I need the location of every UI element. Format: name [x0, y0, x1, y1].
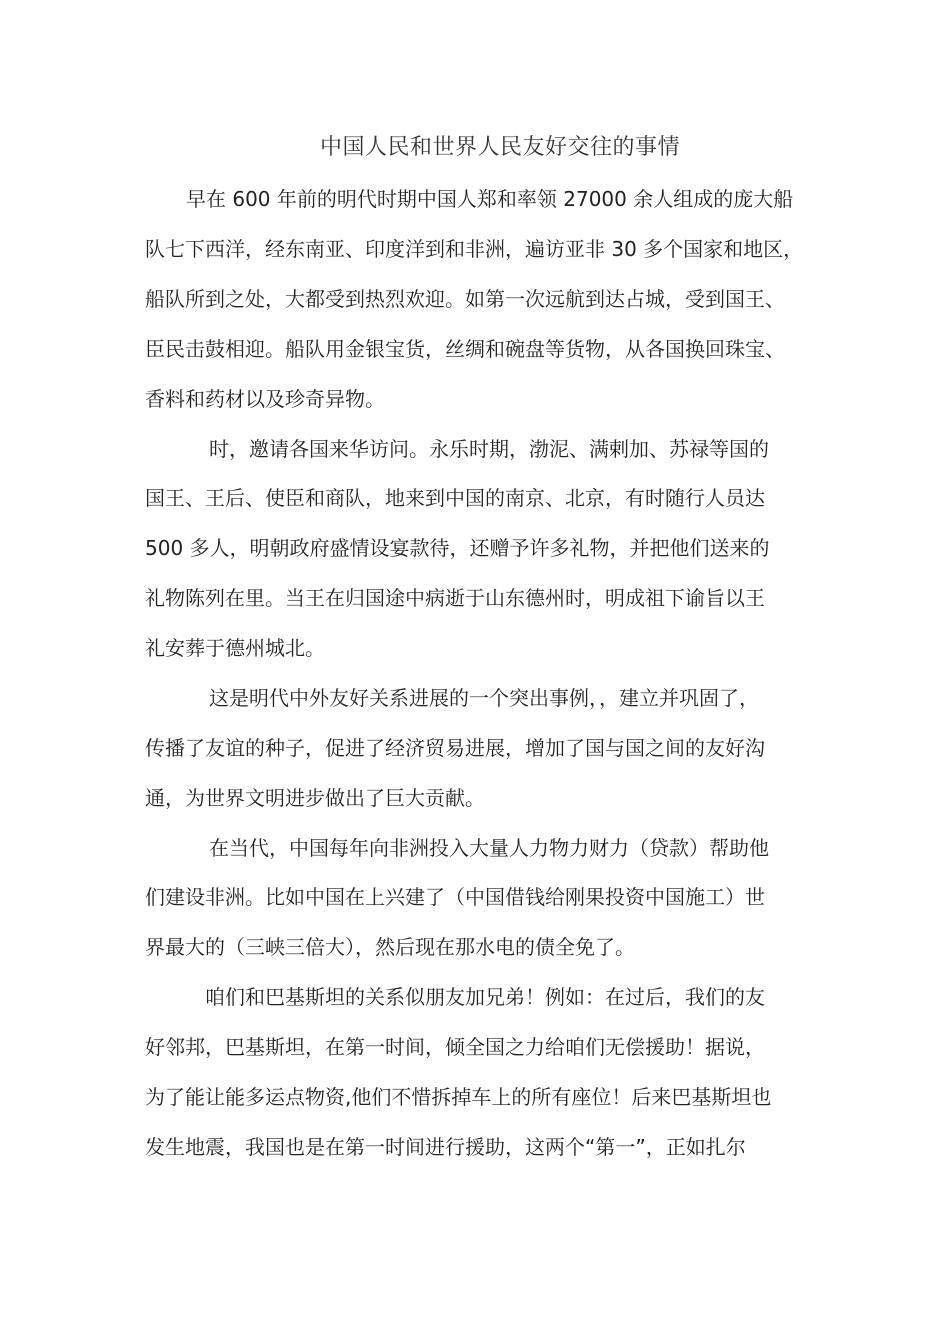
- paragraph-line: 好邻邦，巴基斯坦，在第一时间，倾全国之力给咱们无偿援助！据说，: [145, 1035, 765, 1059]
- paragraph-line: 为了能让能多运点物资,他们不惜拆掉车上的所有座位！后来巴基斯坦也: [145, 1085, 772, 1109]
- paragraph-line: 礼安葬于德州城北。: [145, 636, 325, 660]
- paragraph-line: 发生地震，我国也是在第一时间进行援助，这两个“第一”，正如扎尔: [145, 1135, 746, 1159]
- paragraph-line: 时，邀请各国来华访问。永乐时期，渤泥、满剌加、苏禄等国的: [209, 437, 769, 461]
- paragraph-line: 礼物陈列在里。当王在归国途中病逝于山东德州时，明成祖下谕旨以王: [145, 586, 765, 610]
- paragraph-line: 们建设非洲。比如中国在上兴建了（中国借钱给刚果投资中国施工）世: [145, 885, 765, 909]
- paragraph-line: 早在 600 年前的明代时期中国人郑和率领 27000 余人组成的庞大船: [186, 187, 794, 211]
- paragraph-line: 国王、王后、使臣和商队，地来到中国的南京、北京，有时随行人员达: [145, 486, 765, 510]
- paragraph-line: 在当代，中国每年向非洲投入大量人力物力财力（贷款）帮助他: [209, 836, 769, 860]
- document-title: 中国人民和世界人民友好交往的事情: [319, 135, 680, 160]
- paragraph-line: 传播了友谊的种子，促进了经济贸易进展，增加了国与国之间的友好沟: [145, 736, 765, 760]
- paragraph-line: 通，为世界文明进步做出了巨大贡献。: [145, 786, 485, 810]
- paragraph-line: 臣民击鼓相迎。船队用金银宝货，丝绸和碗盘等货物，从各国换回珠宝、: [145, 337, 785, 361]
- paragraph-line: 这是明代中外友好关系进展的一个突出事例，，建立并巩固了，: [209, 686, 759, 710]
- paragraph-line: 500 多人，明朝政府盛情设宴款待，还赠予许多礼物，并把他们送来的: [145, 536, 770, 560]
- paragraph-line: 香料和药材以及珍奇异物。: [145, 387, 385, 411]
- paragraph-line: 界最大的（三峡三倍大），然后现在那水电的债全免了。: [145, 935, 635, 959]
- paragraph-line: 船队所到之处，大都受到热烈欢迎。如第一次远航到达占城，受到国王、: [145, 287, 785, 311]
- paragraph-line: 咱们和巴基斯坦的关系似朋友加兄弟！例如：在过后，我们的友: [205, 985, 765, 1009]
- paragraph-line: 队七下西洋，经东南亚、印度洋到和非洲，遍访亚非 30 多个国家和地区，: [145, 237, 804, 261]
